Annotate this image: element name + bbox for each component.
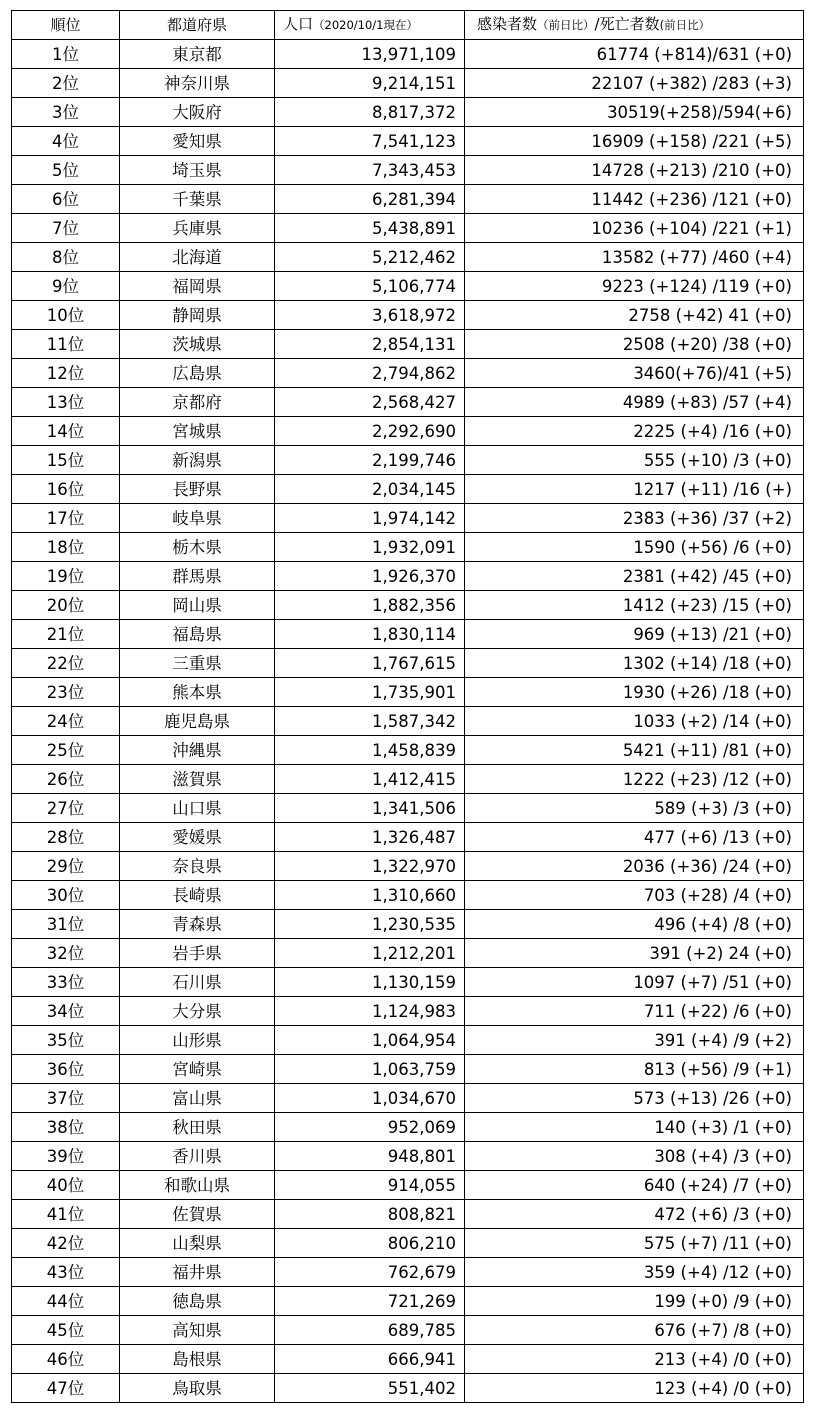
rank-cell: 17位 (12, 504, 120, 533)
cases-deaths-cell: 16909 (+158) /221 (+5) (465, 127, 804, 156)
table-row (12, 1142, 804, 1171)
table-row (12, 504, 804, 533)
rank-cell: 39位 (12, 1142, 120, 1171)
cases-deaths-cell: 2225 (+4) /16 (+0) (465, 417, 804, 446)
prefecture-cell: 岩手県 (120, 939, 275, 968)
cases-deaths-cell: 391 (+4) /9 (+2) (465, 1026, 804, 1055)
table-row (12, 1258, 804, 1287)
header-prefecture: 都道府県 (120, 11, 275, 40)
rank-cell: 28位 (12, 823, 120, 852)
population-cell: 1,932,091 (275, 533, 465, 562)
rank-cell: 8位 (12, 243, 120, 272)
population-cell: 952,069 (275, 1113, 465, 1142)
cases-deaths-cell: 22107 (+382) /283 (+3) (465, 69, 804, 98)
prefecture-cell: 福島県 (120, 620, 275, 649)
cases-deaths-cell: 555 (+10) /3 (+0) (465, 446, 804, 475)
population-cell: 551,402 (275, 1374, 465, 1403)
rank-cell: 32位 (12, 939, 120, 968)
population-cell: 1,230,535 (275, 910, 465, 939)
rank-cell: 7位 (12, 214, 120, 243)
prefecture-cell: 山梨県 (120, 1229, 275, 1258)
cases-deaths-cell: 640 (+24) /7 (+0) (465, 1171, 804, 1200)
rank-cell: 24位 (12, 707, 120, 736)
prefecture-cell: 鳥取県 (120, 1374, 275, 1403)
prefecture-cell: 兵庫県 (120, 214, 275, 243)
cases-deaths-cell: 1412 (+23) /15 (+0) (465, 591, 804, 620)
cases-deaths-cell: 9223 (+124) /119 (+0) (465, 272, 804, 301)
population-cell: 2,568,427 (275, 388, 465, 417)
population-cell: 1,212,201 (275, 939, 465, 968)
rank-cell: 16位 (12, 475, 120, 504)
prefecture-cell: 長野県 (120, 475, 275, 504)
prefecture-cell: 熊本県 (120, 678, 275, 707)
rank-cell: 4位 (12, 127, 120, 156)
prefecture-cell: 広島県 (120, 359, 275, 388)
population-cell: 3,618,972 (275, 301, 465, 330)
cases-deaths-cell: 1222 (+23) /12 (+0) (465, 765, 804, 794)
prefecture-cell: 和歌山県 (120, 1171, 275, 1200)
table-row (12, 185, 804, 214)
rank-cell: 34位 (12, 997, 120, 1026)
table-body (12, 40, 804, 1403)
rank-cell: 45位 (12, 1316, 120, 1345)
prefecture-cell: 奈良県 (120, 852, 275, 881)
population-cell: 1,458,839 (275, 736, 465, 765)
rank-cell: 40位 (12, 1171, 120, 1200)
cases-deaths-cell: 2036 (+36) /24 (+0) (465, 852, 804, 881)
table-row (12, 1316, 804, 1345)
prefecture-cell: 山形県 (120, 1026, 275, 1055)
cases-deaths-cell: 676 (+7) /8 (+0) (465, 1316, 804, 1345)
prefecture-cell: 石川県 (120, 968, 275, 997)
rank-cell: 37位 (12, 1084, 120, 1113)
prefecture-cell: 愛媛県 (120, 823, 275, 852)
cases-deaths-cell: 13582 (+77) /460 (+4) (465, 243, 804, 272)
population-cell: 1,735,901 (275, 678, 465, 707)
table-row (12, 910, 804, 939)
rank-cell: 43位 (12, 1258, 120, 1287)
cases-deaths-cell: 575 (+7) /11 (+0) (465, 1229, 804, 1258)
rank-cell: 18位 (12, 533, 120, 562)
prefecture-cell: 高知県 (120, 1316, 275, 1345)
table-row (12, 1345, 804, 1374)
header-cases-note: （前日比） (537, 18, 595, 32)
rank-cell: 12位 (12, 359, 120, 388)
header-population (275, 11, 465, 40)
table-row (12, 649, 804, 678)
population-cell: 806,210 (275, 1229, 465, 1258)
header-rank: 順位 (12, 11, 120, 40)
population-cell: 1,926,370 (275, 562, 465, 591)
prefecture-cell: 福井県 (120, 1258, 275, 1287)
cases-deaths-cell: 14728 (+213) /210 (+0) (465, 156, 804, 185)
table-row (12, 1229, 804, 1258)
prefecture-cell: 神奈川県 (120, 69, 275, 98)
prefecture-cell: 岐阜県 (120, 504, 275, 533)
prefecture-cell: 茨城県 (120, 330, 275, 359)
population-cell: 1,767,615 (275, 649, 465, 678)
table-row (12, 591, 804, 620)
rank-cell: 44位 (12, 1287, 120, 1316)
population-cell: 808,821 (275, 1200, 465, 1229)
population-cell: 1,322,970 (275, 852, 465, 881)
prefecture-cell: 岡山県 (120, 591, 275, 620)
population-cell: 1,310,660 (275, 881, 465, 910)
rank-cell: 42位 (12, 1229, 120, 1258)
population-cell: 2,199,746 (275, 446, 465, 475)
population-cell: 1,587,342 (275, 707, 465, 736)
table-header-row (12, 11, 804, 40)
table-row (12, 388, 804, 417)
prefecture-population-cases-table (11, 10, 804, 1403)
population-cell: 1,974,142 (275, 504, 465, 533)
prefecture-cell: 山口県 (120, 794, 275, 823)
prefecture-cell: 京都府 (120, 388, 275, 417)
table-row (12, 852, 804, 881)
table-row (12, 968, 804, 997)
rank-cell: 14位 (12, 417, 120, 446)
population-cell: 1,341,506 (275, 794, 465, 823)
rank-cell: 6位 (12, 185, 120, 214)
rank-cell: 33位 (12, 968, 120, 997)
cases-deaths-cell: 1590 (+56) /6 (+0) (465, 533, 804, 562)
prefecture-cell: 埼玉県 (120, 156, 275, 185)
prefecture-cell: 大分県 (120, 997, 275, 1026)
rank-cell: 19位 (12, 562, 120, 591)
prefecture-cell: 富山県 (120, 1084, 275, 1113)
cases-deaths-cell: 140 (+3) /1 (+0) (465, 1113, 804, 1142)
rank-cell: 23位 (12, 678, 120, 707)
cases-deaths-cell: 477 (+6) /13 (+0) (465, 823, 804, 852)
cases-deaths-cell: 1302 (+14) /18 (+0) (465, 649, 804, 678)
rank-cell: 3位 (12, 98, 120, 127)
cases-deaths-cell: 472 (+6) /3 (+0) (465, 1200, 804, 1229)
population-cell: 666,941 (275, 1345, 465, 1374)
prefecture-cell: 佐賀県 (120, 1200, 275, 1229)
table-row (12, 765, 804, 794)
population-cell: 1,326,487 (275, 823, 465, 852)
cases-deaths-cell: 2508 (+20) /38 (+0) (465, 330, 804, 359)
prefecture-cell: 滋賀県 (120, 765, 275, 794)
header-deaths-note: (前日比） (659, 18, 711, 32)
rank-cell: 11位 (12, 330, 120, 359)
cases-deaths-cell: 30519(+258)/594(+6) (465, 98, 804, 127)
table-row (12, 272, 804, 301)
header-population-main: 人口 (283, 15, 314, 33)
population-cell: 13,971,109 (275, 40, 465, 69)
table-row (12, 330, 804, 359)
cases-deaths-cell: 969 (+13) /21 (+0) (465, 620, 804, 649)
prefecture-cell: 東京都 (120, 40, 275, 69)
rank-cell: 35位 (12, 1026, 120, 1055)
table-row (12, 1171, 804, 1200)
table-row (12, 156, 804, 185)
population-cell: 1,034,670 (275, 1084, 465, 1113)
rank-cell: 20位 (12, 591, 120, 620)
prefecture-cell: 三重県 (120, 649, 275, 678)
population-cell: 7,343,453 (275, 156, 465, 185)
table-row (12, 446, 804, 475)
cases-deaths-cell: 4989 (+83) /57 (+4) (465, 388, 804, 417)
rank-cell: 31位 (12, 910, 120, 939)
prefecture-cell: 新潟県 (120, 446, 275, 475)
rank-cell: 10位 (12, 301, 120, 330)
population-cell: 1,830,114 (275, 620, 465, 649)
prefecture-cell: 秋田県 (120, 1113, 275, 1142)
cases-deaths-cell: 61774 (+814)/631 (+0) (465, 40, 804, 69)
table-row (12, 1200, 804, 1229)
table-row (12, 736, 804, 765)
population-cell: 1,130,159 (275, 968, 465, 997)
table-row (12, 562, 804, 591)
rank-cell: 9位 (12, 272, 120, 301)
population-cell: 1,882,356 (275, 591, 465, 620)
prefecture-cell: 徳島県 (120, 1287, 275, 1316)
prefecture-cell: 北海道 (120, 243, 275, 272)
prefecture-cell: 栃木県 (120, 533, 275, 562)
prefecture-cell: 宮城県 (120, 417, 275, 446)
header-deaths-main: /死亡者数 (594, 15, 660, 33)
table-row (12, 69, 804, 98)
rank-cell: 2位 (12, 69, 120, 98)
cases-deaths-cell: 1930 (+26) /18 (+0) (465, 678, 804, 707)
population-cell: 5,106,774 (275, 272, 465, 301)
table-row (12, 417, 804, 446)
rank-cell: 41位 (12, 1200, 120, 1229)
population-cell: 762,679 (275, 1258, 465, 1287)
table-row (12, 997, 804, 1026)
rank-cell: 21位 (12, 620, 120, 649)
rank-cell: 26位 (12, 765, 120, 794)
cases-deaths-cell: 10236 (+104) /221 (+1) (465, 214, 804, 243)
table-row (12, 98, 804, 127)
rank-cell: 30位 (12, 881, 120, 910)
rank-cell: 27位 (12, 794, 120, 823)
cases-deaths-cell: 3460(+76)/41 (+5) (465, 359, 804, 388)
cases-deaths-cell: 359 (+4) /12 (+0) (465, 1258, 804, 1287)
cases-deaths-cell: 199 (+0) /9 (+0) (465, 1287, 804, 1316)
prefecture-cell: 愛知県 (120, 127, 275, 156)
table-row (12, 127, 804, 156)
population-cell: 721,269 (275, 1287, 465, 1316)
cases-deaths-cell: 496 (+4) /8 (+0) (465, 910, 804, 939)
population-cell: 5,212,462 (275, 243, 465, 272)
header-cases-main: 感染者数 (477, 15, 538, 33)
table-row (12, 243, 804, 272)
cases-deaths-cell: 5421 (+11) /81 (+0) (465, 736, 804, 765)
table-row (12, 1287, 804, 1316)
population-cell: 9,214,151 (275, 69, 465, 98)
population-cell: 7,541,123 (275, 127, 465, 156)
cases-deaths-cell: 711 (+22) /6 (+0) (465, 997, 804, 1026)
prefecture-cell: 鹿児島県 (120, 707, 275, 736)
cases-deaths-cell: 2381 (+42) /45 (+0) (465, 562, 804, 591)
table-row (12, 881, 804, 910)
rank-cell: 13位 (12, 388, 120, 417)
table-row (12, 40, 804, 69)
header-cases-deaths (465, 11, 804, 40)
prefecture-cell: 島根県 (120, 1345, 275, 1374)
table-row (12, 1026, 804, 1055)
population-cell: 2,794,862 (275, 359, 465, 388)
table-row (12, 620, 804, 649)
table-row (12, 1113, 804, 1142)
population-cell: 6,281,394 (275, 185, 465, 214)
cases-deaths-cell: 589 (+3) /3 (+0) (465, 794, 804, 823)
table-row (12, 533, 804, 562)
cases-deaths-cell: 1033 (+2) /14 (+0) (465, 707, 804, 736)
rank-cell: 25位 (12, 736, 120, 765)
population-cell: 1,412,415 (275, 765, 465, 794)
cases-deaths-cell: 703 (+28) /4 (+0) (465, 881, 804, 910)
rank-cell: 22位 (12, 649, 120, 678)
prefecture-cell: 宮崎県 (120, 1055, 275, 1084)
population-cell: 8,817,372 (275, 98, 465, 127)
prefecture-cell: 静岡県 (120, 301, 275, 330)
prefecture-cell: 沖縄県 (120, 736, 275, 765)
cases-deaths-cell: 2758 (+42) 41 (+0) (465, 301, 804, 330)
cases-deaths-cell: 213 (+4) /0 (+0) (465, 1345, 804, 1374)
prefecture-cell: 大阪府 (120, 98, 275, 127)
cases-deaths-cell: 391 (+2) 24 (+0) (465, 939, 804, 968)
prefecture-cell: 香川県 (120, 1142, 275, 1171)
table-row (12, 359, 804, 388)
rank-cell: 29位 (12, 852, 120, 881)
cases-deaths-cell: 813 (+56) /9 (+1) (465, 1055, 804, 1084)
table-row (12, 794, 804, 823)
rank-cell: 46位 (12, 1345, 120, 1374)
population-cell: 5,438,891 (275, 214, 465, 243)
population-cell: 1,064,954 (275, 1026, 465, 1055)
rank-cell: 47位 (12, 1374, 120, 1403)
population-cell: 2,034,145 (275, 475, 465, 504)
table-row (12, 1374, 804, 1403)
table-row (12, 475, 804, 504)
cases-deaths-cell: 11442 (+236) /121 (+0) (465, 185, 804, 214)
population-cell: 689,785 (275, 1316, 465, 1345)
table-row (12, 1055, 804, 1084)
population-cell: 2,854,131 (275, 330, 465, 359)
rank-cell: 38位 (12, 1113, 120, 1142)
cases-deaths-cell: 573 (+13) /26 (+0) (465, 1084, 804, 1113)
cases-deaths-cell: 1217 (+11) /16 (+) (465, 475, 804, 504)
population-cell: 948,801 (275, 1142, 465, 1171)
rank-cell: 15位 (12, 446, 120, 475)
population-cell: 1,124,983 (275, 997, 465, 1026)
rank-cell: 1位 (12, 40, 120, 69)
rank-cell: 36位 (12, 1055, 120, 1084)
prefecture-cell: 千葉県 (120, 185, 275, 214)
prefecture-cell: 福岡県 (120, 272, 275, 301)
prefecture-cell: 長崎県 (120, 881, 275, 910)
table-row (12, 678, 804, 707)
population-cell: 1,063,759 (275, 1055, 465, 1084)
cases-deaths-cell: 308 (+4) /3 (+0) (465, 1142, 804, 1171)
header-population-note: （2020/10/1現在） (313, 18, 418, 32)
cases-deaths-cell: 2383 (+36) /37 (+2) (465, 504, 804, 533)
cases-deaths-cell: 1097 (+7) /51 (+0) (465, 968, 804, 997)
table-row (12, 823, 804, 852)
population-cell: 2,292,690 (275, 417, 465, 446)
table-row (12, 707, 804, 736)
prefecture-cell: 青森県 (120, 910, 275, 939)
rank-cell: 5位 (12, 156, 120, 185)
prefecture-cell: 群馬県 (120, 562, 275, 591)
table-row (12, 301, 804, 330)
table-row (12, 214, 804, 243)
cases-deaths-cell: 123 (+4) /0 (+0) (465, 1374, 804, 1403)
population-cell: 914,055 (275, 1171, 465, 1200)
table-row (12, 939, 804, 968)
table-row (12, 1084, 804, 1113)
